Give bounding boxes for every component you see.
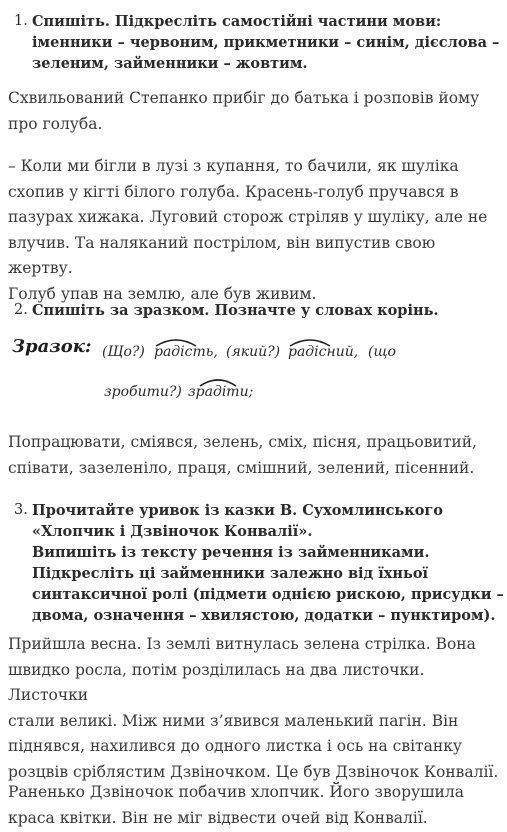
text-line: розцвів сріблястим Дзвіночком. Це був Дзвіночок Конвалії. bbox=[8, 762, 499, 781]
task-1 bbox=[14, 11, 504, 74]
task-3 bbox=[14, 500, 504, 626]
task-3-line: двома, означення – хвилястою, додатки – пунктиром). bbox=[32, 607, 496, 624]
task-3-line: синтаксичної ролі (підмети однією рискою, присудки – bbox=[32, 586, 504, 603]
sample-question: (що bbox=[368, 344, 396, 360]
text-line: Попрацювати, сміявся, зелень, сміх, пісня, працьовитий, bbox=[8, 433, 477, 451]
text-line: про голуба. bbox=[8, 114, 103, 133]
task-1-line: зеленим, займенники – жовтим. bbox=[32, 55, 308, 72]
text-line: стали великі. Між ними з’явився маленький пагін. Він bbox=[8, 711, 459, 730]
task-2-number: 2. bbox=[14, 302, 28, 318]
sample-question: зробити?) bbox=[104, 384, 182, 400]
text-line: пазурах хижака. Луговий сторож стріляв у шуліку, але не bbox=[8, 208, 488, 226]
words-list bbox=[8, 430, 503, 481]
root-arc-icon bbox=[198, 376, 238, 388]
task-3-line: «Хлопчик і Дзвіночок Конвалії». bbox=[32, 523, 313, 540]
task-2-line: Спишіть за зразком. Позначте у словах корінь. bbox=[32, 302, 439, 319]
task-1-line: іменники – червоним, прикметники – синім, дієслова – bbox=[32, 34, 500, 51]
root-arc-icon bbox=[288, 336, 332, 348]
root-arc-icon bbox=[154, 336, 198, 348]
sample-word: радість, bbox=[154, 344, 218, 360]
text-line: піднявся, нахилився до одного листка і ось на світанку bbox=[8, 737, 463, 755]
text-line: – Коли ми бігли в лузі з купання, то бачили, як шуліка bbox=[8, 157, 459, 175]
text-line: Прийшла весна. Із землі витнулась зелена стрілка. Вона bbox=[8, 635, 476, 653]
sample-question: (який?) bbox=[226, 344, 281, 360]
text-1-story bbox=[8, 154, 503, 307]
task-1-line: Спишіть. Підкресліть самостійні частини мови: bbox=[32, 13, 442, 30]
text-line: Голуб упав на землю, але був живим. bbox=[8, 284, 317, 303]
task-2 bbox=[14, 300, 504, 321]
text-line: схопив у кігті білого голуба. Красень-голуб пручався в bbox=[8, 182, 459, 201]
text-line: краса квітки. Він не міг відвести очей від Конвалії. bbox=[8, 808, 428, 827]
text-3-ending bbox=[8, 780, 503, 831]
text-1-intro bbox=[8, 86, 503, 137]
text-line: співати, зазеленіло, праця, смішний, зелений, пісенний. bbox=[8, 458, 475, 477]
task-3-number: 3. bbox=[14, 502, 28, 518]
text-line: швидко росла, потім розділилась на два листочки. Листочки bbox=[8, 660, 425, 704]
sample-question: (Що?) bbox=[102, 344, 145, 360]
text-line: Схвильований Степанко прибіг до батька і розповів йому bbox=[8, 89, 480, 107]
task-3-line: Випишіть із тексту речення із займенниками. bbox=[32, 544, 430, 561]
text-line: влучив. Та наляканий пострілом, він випустив свою жертву. bbox=[8, 233, 436, 277]
task-3-line: Підкресліть ці займенники залежно від їхньої bbox=[32, 565, 429, 582]
task-1-number: 1. bbox=[14, 13, 28, 29]
sample-label: Зразок: bbox=[12, 336, 92, 357]
task-3-line: Прочитайте уривок із казки В. Сухомлинського bbox=[32, 502, 443, 519]
text-line: Раненько Дзвіночок побачив хлопчик. Його зворушила bbox=[8, 783, 464, 801]
text-3-story bbox=[8, 632, 503, 785]
sample-word: зрадіти; bbox=[188, 384, 254, 400]
sample-word: радісний, bbox=[288, 344, 359, 360]
sample-example bbox=[12, 332, 432, 412]
